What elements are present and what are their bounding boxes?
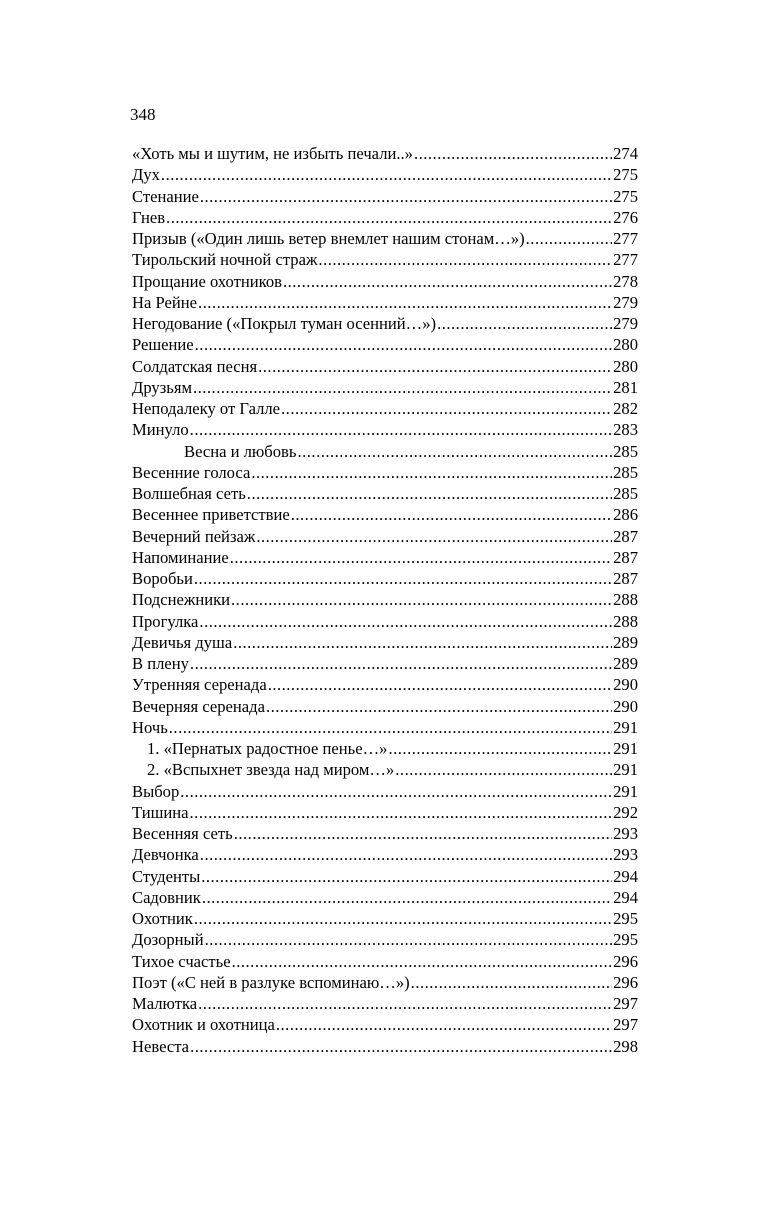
toc-entry-page: 296 (613, 951, 638, 971)
toc-dot-leader (283, 271, 612, 292)
toc-entry-title: Весеннее приветствие (132, 505, 290, 525)
toc-entry (132, 653, 638, 674)
toc-entry (132, 674, 638, 695)
toc-entry-title: Вечерний пейзаж (132, 526, 256, 546)
toc-dot-leader (198, 292, 612, 313)
toc-entry-title: Призыв («Один лишь ветер внемлет нашим стонам…») (132, 229, 525, 248)
toc-entry-page: 297 (613, 1015, 638, 1035)
toc-entry-title: Прогулка (132, 611, 199, 631)
toc-entry-page: 279 (613, 292, 638, 312)
toc-entry-page: 288 (613, 611, 638, 631)
toc-entry-title: 1. «Пернатых радостное пенье…» (147, 739, 388, 758)
toc-entry (132, 844, 638, 865)
toc-entry-title: Вечерняя серенада (132, 696, 265, 716)
toc-entry-title: Друзьям (132, 377, 192, 397)
toc-entry (132, 377, 638, 398)
toc-entry-title: Дозорный (132, 930, 204, 950)
toc-entry (132, 462, 638, 483)
toc-entry-page: 279 (613, 314, 638, 333)
toc-dot-leader (194, 908, 612, 929)
toc-entry (132, 164, 638, 185)
toc-dot-leader (194, 568, 612, 589)
toc-dot-leader (297, 441, 612, 462)
toc-entry-title: Волшебная сеть (132, 484, 246, 503)
toc-entry (132, 696, 638, 717)
toc-entry-page: 278 (613, 271, 638, 291)
toc-entry (132, 823, 638, 844)
toc-entry-title: 2. «Вспыхнет звезда над миром…» (147, 760, 395, 780)
toc-entry (132, 972, 638, 993)
toc-entry-title: «Хоть мы и шутим, не избыть печали..» (132, 144, 413, 163)
toc-entry (132, 249, 638, 270)
toc-dot-leader (281, 398, 612, 419)
table-of-contents (132, 143, 638, 1057)
toc-entry-page: 275 (613, 186, 638, 206)
toc-dot-leader (233, 632, 612, 653)
toc-entry-title: В плену (132, 654, 189, 673)
toc-dot-leader (437, 313, 612, 334)
toc-dot-leader (205, 929, 613, 950)
toc-entry-page: 287 (613, 526, 638, 546)
toc-entry-page: 292 (613, 802, 638, 822)
toc-entry (132, 951, 638, 972)
toc-entry (132, 929, 638, 950)
toc-entry-title: Студенты (132, 866, 201, 886)
toc-dot-leader (526, 228, 612, 249)
toc-dot-leader (414, 143, 612, 164)
toc-entry-page: 294 (613, 887, 638, 907)
toc-entry (132, 483, 638, 504)
toc-entry-title: Выбор (132, 781, 180, 801)
toc-entry-page: 291 (613, 781, 638, 801)
toc-entry (132, 611, 638, 632)
toc-entry (132, 504, 638, 525)
toc-dot-leader (251, 462, 612, 483)
toc-dot-leader (199, 611, 612, 632)
toc-dot-leader (268, 674, 612, 695)
toc-entry-title: Весенняя сеть (132, 824, 233, 843)
toc-dot-leader (395, 759, 612, 780)
toc-dot-leader (266, 696, 612, 717)
toc-entry-page: 286 (613, 505, 638, 525)
toc-dot-leader (291, 504, 612, 525)
toc-dot-leader (193, 377, 612, 398)
toc-entry (132, 802, 638, 823)
toc-entry-page: 289 (613, 632, 638, 652)
toc-dot-leader (247, 483, 612, 504)
toc-entry-title: На Рейне (132, 292, 197, 312)
toc-entry-page: 290 (613, 675, 638, 695)
toc-entry (132, 908, 638, 929)
toc-entry-title: Минуло (132, 420, 189, 440)
toc-entry-title: Воробьи (132, 569, 193, 588)
toc-entry (132, 866, 638, 887)
toc-entry-title: Утренняя серенада (132, 675, 267, 695)
toc-dot-leader (230, 547, 612, 568)
toc-entry (132, 143, 638, 164)
toc-entry-page: 280 (613, 356, 638, 376)
toc-entry (132, 1014, 638, 1035)
toc-entry-page: 285 (613, 462, 638, 482)
toc-entry (132, 589, 638, 610)
toc-entry-page: 283 (613, 420, 638, 440)
toc-dot-leader (232, 951, 613, 972)
toc-dot-leader (200, 844, 612, 865)
toc-dot-leader (411, 972, 612, 993)
toc-dot-leader (256, 526, 612, 547)
toc-entry (132, 759, 638, 780)
toc-entry-page: 295 (613, 930, 638, 950)
toc-dot-leader (195, 334, 612, 355)
toc-entry-title: Солдатская песня (132, 356, 258, 376)
toc-entry-title: Садовник (132, 887, 201, 907)
toc-entry-title: Малютка (132, 994, 198, 1013)
toc-entry-page: 291 (613, 760, 638, 780)
toc-entry-title: Невеста (132, 1036, 190, 1056)
page-number: 348 (130, 105, 156, 124)
toc-entry-page: 297 (613, 994, 638, 1013)
toc-entry-page: 296 (613, 972, 638, 992)
toc-entry-page: 298 (613, 1036, 638, 1056)
toc-entry-title: Подснежники (132, 590, 231, 610)
toc-entry-title: Тирольский ночной страж (132, 250, 318, 270)
toc-entry-page: 282 (613, 399, 638, 418)
toc-entry (132, 887, 638, 908)
toc-entry-title: Прощание охотников (132, 271, 282, 291)
toc-dot-leader (276, 1014, 612, 1035)
toc-entry-page: 277 (613, 229, 638, 248)
toc-dot-leader (200, 186, 612, 207)
toc-entry-page: 294 (613, 866, 638, 886)
toc-entry-page: 288 (613, 590, 638, 610)
toc-dot-leader (201, 866, 612, 887)
toc-dot-leader (180, 781, 612, 802)
toc-entry (132, 398, 638, 419)
toc-entry-title: Девчонка (132, 845, 199, 865)
toc-dot-leader (234, 823, 612, 844)
toc-entry (132, 717, 638, 738)
toc-entry (132, 292, 638, 313)
toc-entry-title: Девичья душа (132, 632, 233, 652)
toc-entry-title: Весенние голоса (132, 462, 251, 482)
toc-dot-leader (169, 717, 612, 738)
toc-entry-title: Ночь (132, 717, 168, 737)
toc-entry-title: Решение (132, 335, 194, 355)
toc-dot-leader (161, 164, 612, 185)
toc-dot-leader (231, 589, 612, 610)
toc-entry-page: 280 (613, 335, 638, 355)
toc-entry (132, 334, 638, 355)
toc-dot-leader (190, 419, 612, 440)
toc-entry-page: 276 (613, 207, 638, 227)
toc-dot-leader (190, 802, 613, 823)
toc-entry-title: Поэт («С ней в разлуке вспоминаю…») (132, 972, 410, 992)
toc-entry-title: Дух (132, 165, 160, 185)
toc-entry-page: 275 (613, 165, 638, 185)
toc-entry (132, 207, 638, 228)
toc-entry-title: Гнев (132, 207, 166, 227)
toc-entry-page: 289 (613, 654, 638, 673)
toc-dot-leader (318, 249, 612, 270)
toc-entry-title: Охотник (132, 909, 193, 928)
toc-entry-page: 285 (613, 484, 638, 503)
toc-entry (132, 993, 638, 1014)
toc-entry (132, 313, 638, 334)
toc-dot-leader (166, 207, 612, 228)
toc-dot-leader (198, 993, 612, 1014)
toc-entry-page: 295 (613, 909, 638, 928)
toc-entry (132, 356, 638, 377)
toc-entry (132, 271, 638, 292)
toc-entry (132, 632, 638, 653)
toc-entry (132, 547, 638, 568)
toc-entry (132, 419, 638, 440)
toc-entry-page: 291 (613, 739, 638, 758)
toc-entry-page: 290 (613, 696, 638, 716)
toc-entry-page: 287 (613, 547, 638, 567)
toc-entry (132, 441, 638, 462)
toc-entry-title: Тишина (132, 802, 189, 822)
toc-entry-title: Тихое счастье (132, 951, 231, 971)
toc-dot-leader (190, 653, 612, 674)
toc-entry-title: Стенание (132, 186, 199, 206)
toc-entry-page: 293 (613, 845, 638, 865)
toc-entry (132, 738, 638, 759)
toc-entry-title: Напоминание (132, 547, 229, 567)
toc-dot-leader (202, 887, 612, 908)
toc-entry-page: 287 (613, 569, 638, 588)
toc-entry (132, 526, 638, 547)
toc-entry-page: 293 (613, 824, 638, 843)
toc-entry-page: 274 (613, 144, 638, 163)
toc-entry (132, 781, 638, 802)
toc-entry-title: Охотник и охотница (132, 1015, 275, 1035)
toc-entry-page: 281 (613, 377, 638, 397)
toc-entry-page: 277 (613, 250, 638, 270)
toc-entry-title: Весна и любовь (184, 441, 297, 461)
toc-dot-leader (258, 356, 612, 377)
toc-dot-leader (190, 1036, 612, 1057)
toc-entry-page: 291 (613, 717, 638, 737)
toc-entry (132, 1036, 638, 1057)
toc-dot-leader (388, 738, 612, 759)
toc-entry (132, 228, 638, 249)
toc-entry (132, 186, 638, 207)
toc-entry-title: Неподалеку от Галле (132, 399, 281, 418)
toc-entry-page: 285 (613, 441, 638, 461)
toc-entry (132, 568, 638, 589)
toc-entry-title: Негодование («Покрыл туман осенний…») (132, 314, 437, 333)
